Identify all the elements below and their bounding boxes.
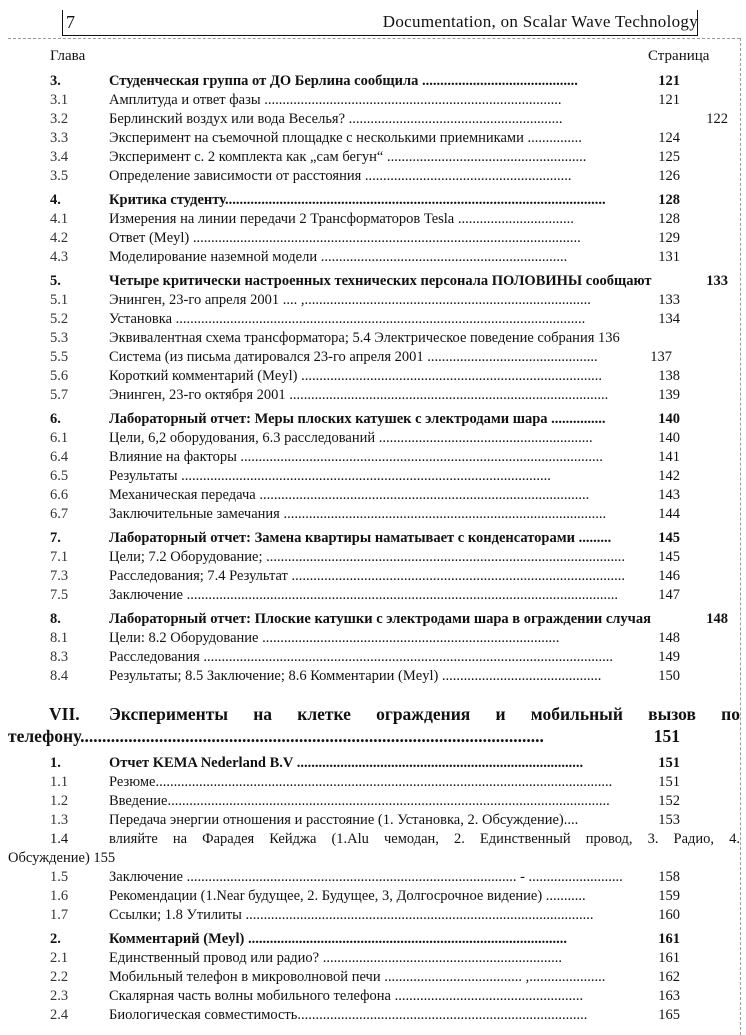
- entry-title: Эксперимент на съемочной площадке с несколькими приемниками ...............: [109, 130, 582, 146]
- entry-page: 163: [658, 988, 680, 1004]
- entry-number: 1.2: [50, 793, 69, 809]
- toc-entry: [0, 191, 740, 210]
- entry-page: 133: [706, 273, 728, 289]
- entry-page: 165: [658, 1007, 680, 1023]
- entry-number: 6.7: [50, 506, 69, 522]
- entry-page: 142: [658, 468, 680, 484]
- entry-number: 1.5: [50, 869, 69, 885]
- toc-entry: [0, 629, 740, 648]
- entry-number: 5.5: [50, 349, 69, 365]
- entry-number: 4.1: [50, 211, 69, 227]
- toc-entry: [0, 148, 740, 167]
- toc-entry: [0, 429, 740, 448]
- entry-page: 128: [658, 192, 680, 208]
- toc-entry: [0, 448, 740, 467]
- toc-entry: [0, 754, 740, 773]
- entry-page: 140: [658, 430, 680, 446]
- toc-entry: [0, 110, 740, 129]
- entry-title: Студенческая группа от ДО Берлина сообщила ...........................................: [109, 73, 578, 89]
- entry-number: 1.6: [50, 888, 69, 904]
- entry-number: 6.5: [50, 468, 69, 484]
- toc-entry: [0, 529, 740, 548]
- section-title-line1: Эксперименты на клетке ограждения и мобильный вызов по: [109, 704, 740, 724]
- entry-title: Измерения на линии передачи 2 Трансформаторов Tesla ................................: [109, 211, 574, 227]
- entry-title: Берлинский воздух или вода Веселья? ...........................................................: [109, 111, 563, 127]
- entry-title: Резюме..............................................................................................................................: [109, 774, 613, 790]
- entry-title: Амплитуда и ответ фазы ..................................................................................: [109, 92, 562, 108]
- entry-page: 145: [658, 530, 680, 546]
- entry-number: 5.7: [50, 387, 69, 403]
- entry-page: 151: [658, 774, 680, 790]
- entry-page: 161: [658, 950, 680, 966]
- entry-title: Механическая передача ...........................................................................................: [109, 487, 590, 503]
- toc-entry: [0, 887, 740, 906]
- header-rule-right: [697, 10, 698, 35]
- entry-number: 7.: [50, 530, 61, 546]
- toc-entry: [0, 229, 740, 248]
- header-title: Documentation, on Scalar Wave Technology: [382, 12, 698, 31]
- toc-entry: [0, 586, 740, 605]
- entry-number: 4.2: [50, 230, 69, 246]
- toc-entry: [0, 930, 740, 949]
- toc-entry: [0, 410, 740, 429]
- entry-title: Скалярная часть волны мобильного телефона ....................................................: [109, 988, 584, 1004]
- entry-number: 6.4: [50, 449, 69, 465]
- entry-number: 2.: [50, 931, 61, 947]
- entry-number: 3.2: [50, 111, 69, 127]
- entry-title: Биологическая совместимость................................................................................: [109, 1007, 588, 1023]
- entry-title: Моделирование наземной модели ....................................................................: [109, 249, 568, 265]
- toc-entry: [0, 72, 740, 91]
- entry-number: 3.: [50, 73, 61, 89]
- entry-page: 121: [658, 73, 680, 89]
- entry-title: Четыре критически настроенных технических персонала ПОЛОВИНЫ сообщают: [109, 273, 652, 289]
- entry-number: 1.4: [50, 831, 69, 847]
- entry-title: Результаты; 8.5 Заключение; 8.6 Комментарии (Meyl) ............................................: [109, 668, 602, 684]
- page-frame-top: [8, 38, 740, 39]
- entry-number: 3.1: [50, 92, 69, 108]
- entry-title: Заключение ........................................................................................... - ..........................: [109, 869, 623, 885]
- entry-number: 5.1: [50, 292, 69, 308]
- entry-page: 126: [658, 168, 680, 184]
- toc-entry: [0, 667, 740, 686]
- entry-page: 129: [658, 230, 680, 246]
- entry-title: Лабораторный отчет: Меры плоских катушек с электродами шара ...............: [109, 411, 606, 427]
- entry-page: 137: [650, 349, 672, 365]
- toc-entry: [0, 467, 740, 486]
- entry-number: 3.5: [50, 168, 69, 184]
- entry-title: Цели; 7.2 Оборудование; ...................................................................................................: [109, 549, 626, 565]
- toc-entry: [0, 968, 740, 987]
- toc-entry: [0, 567, 740, 586]
- entry-title: Определение зависимости от расстояния .........................................................: [109, 168, 572, 184]
- entry-title: Лабораторный отчет: Замена квартиры наматывает с конденсаторами .........: [109, 530, 612, 546]
- toc-entry: [0, 210, 740, 229]
- toc-entry: [0, 811, 740, 830]
- entry-title: Введение..........................................................................................................................: [109, 793, 610, 809]
- entry-page: 148: [706, 611, 728, 627]
- entry-title: Передача энергии отношения и расстояние (1. Установка, 2. Обсуждение)....: [109, 812, 579, 828]
- entry-number: 8.4: [50, 668, 69, 684]
- entry-number: 6.6: [50, 487, 69, 503]
- entry-number: 8.3: [50, 649, 69, 665]
- entry-number: 7.1: [50, 549, 69, 565]
- entry-page: 150: [658, 668, 680, 684]
- entry-number: 1.7: [50, 907, 69, 923]
- entry-page: 153: [658, 812, 680, 828]
- entry-title: Заключение .......................................................................................................................: [109, 587, 618, 603]
- entry-page: 162: [658, 969, 680, 985]
- entry-title: Энинген, 23-го апреля 2001 .... ,...............................................................................: [109, 292, 591, 308]
- entry-page: 134: [658, 311, 680, 327]
- entry-page: 124: [658, 130, 680, 146]
- toc-entry: [0, 291, 740, 310]
- toc-entry: [0, 386, 740, 405]
- toc-entry: [0, 792, 740, 811]
- entry-title: Расследования; 7.4 Результат ............................................................................................: [109, 568, 626, 584]
- entry-number: 2.2: [50, 969, 69, 985]
- entry-title: Эквивалентная схема трансформатора; 5.4 Электрическое поведение собрания 136: [109, 330, 620, 346]
- entry-number: 3.4: [50, 149, 69, 165]
- toc-entry: [0, 868, 740, 887]
- toc-entry: [0, 773, 740, 792]
- entry-number: 5.2: [50, 311, 69, 327]
- entry-number: 5.6: [50, 368, 69, 384]
- entry-number: 1.1: [50, 774, 69, 790]
- entry-title: Ссылки; 1.8 Утилиты ................................................................................................: [109, 907, 594, 923]
- section-title-line2: телефону..........................................................................................................: [8, 726, 544, 746]
- toc-entry: [0, 1006, 740, 1025]
- toc-entry: [0, 987, 740, 1006]
- entry-title: Расследования .................................................................................................................: [109, 649, 614, 665]
- entry-title: Критика студенту.........................................................................................................: [109, 192, 606, 208]
- entry-number: 7.5: [50, 587, 69, 603]
- entry-page: 133: [658, 292, 680, 308]
- entry-title: Установка .................................................................................................................: [109, 311, 586, 327]
- entry-page: 121: [658, 92, 680, 108]
- entry-title: Мобильный телефон в микроволновой печи ...................................... ,.....................: [109, 969, 606, 985]
- entry-title: Комментарий (Meyl) ........................................................................................: [109, 931, 567, 947]
- toc-entry: [0, 648, 740, 667]
- entry-title: Результаты ......................................................................................................: [109, 468, 551, 484]
- toc-entry: [0, 367, 740, 386]
- entry-title: Цели, 6,2 оборудования, 6.3 расследований ...........................................................: [109, 430, 593, 446]
- toc-entry: [0, 329, 740, 348]
- toc-entry: [0, 348, 740, 367]
- column-header-chapter: Глава: [50, 48, 86, 64]
- entry-number: 4.: [50, 192, 61, 208]
- entry-title: Влияние на факторы ....................................................................................................: [109, 449, 603, 465]
- entry-number: 7.3: [50, 568, 69, 584]
- header-rule-left: [62, 10, 63, 35]
- entry-title: Рекомендации (1.Near будущее, 2. Будущее, 3, Долгосрочное видение) ...........: [109, 888, 586, 904]
- section-page: 151: [653, 726, 680, 746]
- entry-page: 148: [658, 630, 680, 646]
- entry-number: 1.3: [50, 812, 69, 828]
- entry-number: 2.3: [50, 988, 69, 1004]
- entry-title: Короткий комментарий (Meyl) ...................................................................................: [109, 368, 602, 384]
- entry-title: Отчет KEMA Nederland B.V ...............................................................................: [109, 755, 584, 771]
- entry-page: 152: [658, 793, 680, 809]
- toc-entry: [0, 906, 740, 925]
- entry-number: 2.1: [50, 950, 69, 966]
- toc-entry: [0, 248, 740, 267]
- toc-entry: [0, 167, 740, 186]
- entry-page: 149: [658, 649, 680, 665]
- entry-number: 5.: [50, 273, 61, 289]
- entry-title-continued: Обсуждение) 155: [8, 850, 116, 866]
- section-number: VII.: [49, 704, 80, 724]
- toc-entry: [0, 91, 740, 110]
- entry-number: 6.: [50, 411, 61, 427]
- entry-title: Единственный провод или радио? ..................................................................: [109, 950, 562, 966]
- entry-number: 4.3: [50, 249, 69, 265]
- entry-page: 131: [658, 249, 680, 265]
- entry-page: 122: [706, 111, 728, 127]
- entry-page: 144: [658, 506, 680, 522]
- entry-title: Энинген, 23-го октября 2001 ........................................................................................: [109, 387, 609, 403]
- entry-number: 1.: [50, 755, 61, 771]
- running-header: [62, 10, 698, 36]
- toc-entry: [0, 610, 740, 629]
- entry-page: 138: [658, 368, 680, 384]
- toc-entry: [0, 505, 740, 524]
- entry-title: влияйте на Фарадея Кейджа (1.Alu чемодан, 2. Единственный провод, 3. Радио, 4.: [109, 831, 740, 847]
- entry-title: Заключительные замечания .........................................................................................: [109, 506, 607, 522]
- toc-entry: [0, 272, 740, 291]
- entry-number: 8.1: [50, 630, 69, 646]
- entry-title: Система (из письма датировался 23-го апреля 2001 ...............................................: [109, 349, 598, 365]
- toc-entry: [0, 129, 740, 148]
- entry-number: 2.4: [50, 1007, 69, 1023]
- column-header-page: Страница: [648, 48, 710, 64]
- entry-number: 6.1: [50, 430, 69, 446]
- entry-page: 139: [658, 387, 680, 403]
- entry-page: 140: [658, 411, 680, 427]
- entry-page: 141: [658, 449, 680, 465]
- entry-page: 147: [658, 587, 680, 603]
- header-page-number: 7: [66, 12, 75, 32]
- entry-page: 160: [658, 907, 680, 923]
- entry-title: Ответ (Meyl) ...........................................................................................................: [109, 230, 581, 246]
- entry-number: 3.3: [50, 130, 69, 146]
- entry-page: 158: [658, 869, 680, 885]
- toc-entry: [0, 548, 740, 567]
- entry-page: 145: [658, 549, 680, 565]
- entry-title: Лабораторный отчет: Плоские катушки с электродами шара в ограждении случая: [109, 611, 651, 627]
- entry-page: 159: [658, 888, 680, 904]
- entry-page: 146: [658, 568, 680, 584]
- entry-page: 151: [658, 755, 680, 771]
- entry-title: Цели: 8.2 Оборудование ..................................................................................: [109, 630, 560, 646]
- entry-number: 5.3: [50, 330, 69, 346]
- page-frame-right: [740, 38, 741, 1035]
- toc-entry: [0, 949, 740, 968]
- toc-entry: [0, 310, 740, 329]
- entry-page: 143: [658, 487, 680, 503]
- entry-page: 128: [658, 211, 680, 227]
- entry-number: 8.: [50, 611, 61, 627]
- entry-title: Эксперимент с. 2 комплекта как „сам бегун“ .......................................................: [109, 149, 587, 165]
- entry-page: 125: [658, 149, 680, 165]
- toc-entry: [0, 486, 740, 505]
- entry-page: 161: [658, 931, 680, 947]
